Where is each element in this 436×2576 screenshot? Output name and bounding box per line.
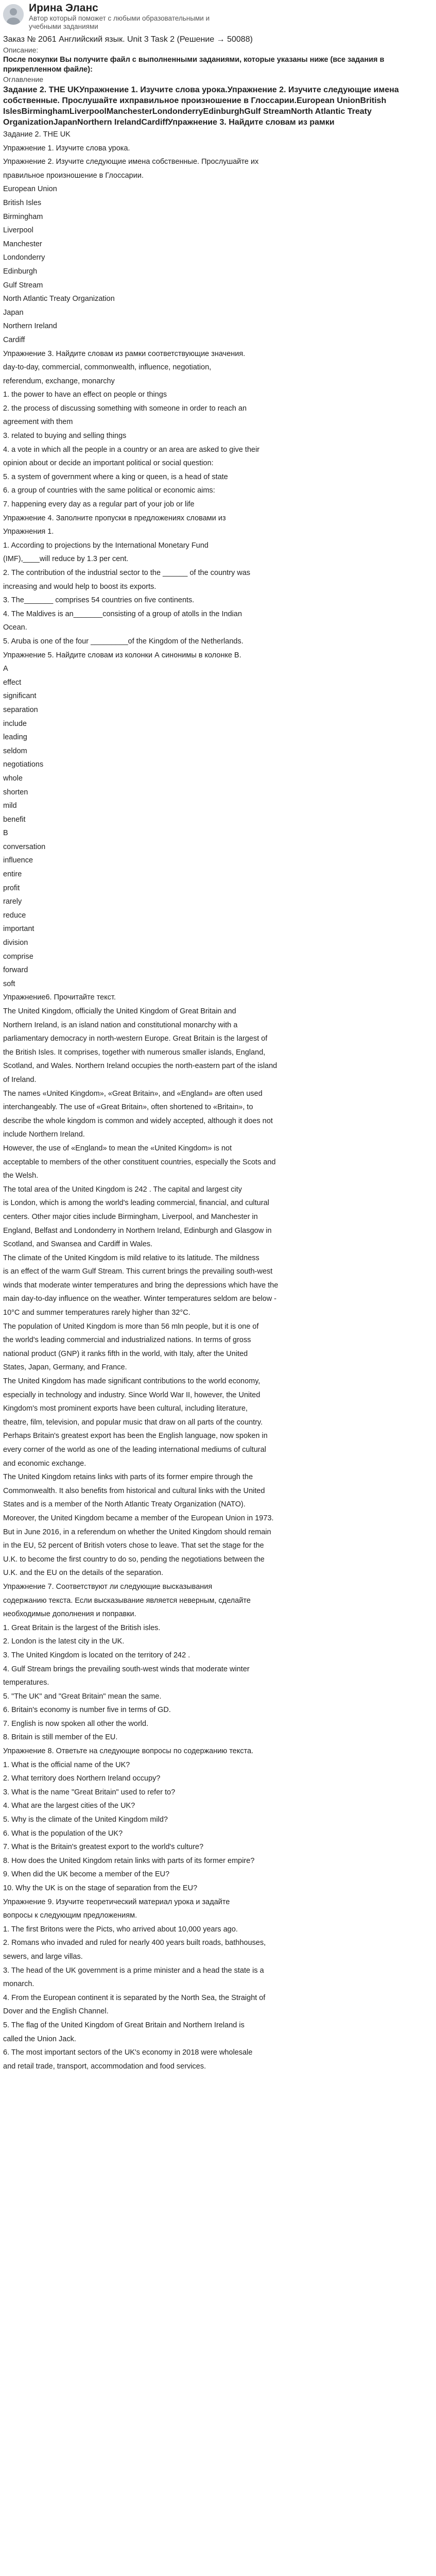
content-line: правильное произношение в Глоссарии. [3,171,144,180]
content-line: 2. The contribution of the industrial sector to the ______ of the country was [3,569,251,577]
content-line: Japan [3,308,24,317]
content-line: 9. When did the UK become a member of the EU? [3,1870,170,1879]
author-info [29,3,214,31]
content-line: Commonwealth. It also benefits from historical and cultural links with the United [3,1486,265,1495]
content-line: is London, which is among the world's leading commercial, financial, and cultural [3,1199,269,1208]
content-line: rarely [3,897,22,906]
content-line: theatre, film, television, and popular music that draw on all parts of the country. [3,1418,263,1427]
content-line: reduce [3,911,26,920]
content-line: monarch. [3,1980,34,1989]
content-line: national product (GNP) it ranks fifth in the world, with Italy, after the United [3,1349,248,1358]
content-line: and economic exchange. [3,1459,86,1468]
content-line: and retail trade, transport, accommodation and food services. [3,2062,206,2071]
content-line: U.K. to become the first country to do so, pending the negotiations between the [3,1555,265,1564]
content-line: profit [3,884,20,892]
content-line: 7. happening every day as a regular part of your job or life [3,500,195,509]
content-line: called the Union Jack. [3,2035,76,2043]
content-line: Scotland, and Wales. Northern Ireland occupies the north-eastern part of the island [3,1062,277,1071]
content-line: acceptable to members of the other constituent countries, especially the Scots and [3,1158,276,1166]
content-line: European Union [3,185,57,194]
content-line: необходимые дополнения и поправки. [3,1610,136,1619]
content-line: Birmingham [3,212,43,221]
user-icon [3,4,24,25]
content-line: the Welsh. [3,1172,39,1180]
content-line: The United Kingdom, officially the United Kingdom of Great Britain and [3,1007,236,1015]
content-line: 10°C and summer temperatures rarely higher than 32°C. [3,1309,190,1317]
content-line: 6. What is the population of the UK? [3,1829,123,1838]
content-line: in the EU, 52 percent of British voters chose to leave. That set the stage for the [3,1541,264,1550]
content-line: sewers, and large villas. [3,1952,83,1961]
content-line: 5. The flag of the United Kingdom of Great Britain and Northern Ireland is [3,2021,245,2029]
content-line: Northern Ireland, is an island nation and constitutional monarchy with a [3,1021,238,1029]
content-line: Упражнение 9. Изучите теоретический материал урока и задайте [3,1897,230,1906]
content-line: describe the whole kingdom is common and widely accepted, although it does not [3,1116,273,1125]
content-line: Edinburgh [3,267,38,276]
content-line: 5. "The UK" and "Great Britain" mean the same. [3,1692,162,1701]
content-line: The United Kingdom has made significant contributions to the world economy, [3,1377,260,1386]
content-line: especially in technology and industry. Since World War II, however, the United [3,1391,260,1399]
content-line: Задание 2. THE UK [3,130,71,139]
content-line: temperatures. [3,1679,49,1687]
author-avatar[interactable] [3,4,24,25]
content-line: The United Kingdom retains links with parts of its former empire through the [3,1473,253,1482]
content-line: Упражнение 1. Изучите слова урока. [3,144,130,152]
content-line: However, the use of «England» to mean the «United Kingdom» is not [3,1144,232,1153]
order-page [0,34,436,2073]
content-line: important [3,925,34,934]
content-line: Ocean. [3,623,27,632]
content-line: opinion about or decide an important political or social question: [3,459,214,468]
content-line: day-to-day, commercial, commonwealth, influence, negotiation, [3,363,212,372]
content-line: forward [3,966,28,975]
content-line: agreement with them [3,418,73,427]
content-line: Cardiff [3,335,25,344]
purchase-notice: После покупки Вы получите файл с выполненными заданиями, которые указаны ниже (все задания в прикрепленном файле): [3,56,385,74]
content-line: Dover and the English Channel. [3,2007,109,2016]
content-line: seldom [3,747,27,755]
content-line: leading [3,733,27,742]
content-line: Упражнение 2. Изучите следующие имена собственные. Прослушайте их [3,158,259,166]
content-line: 3. What is the name "Great Britain" used to refer to? [3,1788,176,1797]
content-line: benefit [3,815,26,824]
content-line: вопросы к следующим предложениям. [3,1911,137,1920]
content-line: 4. From the European continent it is separated by the North Sea, the Straight of [3,1993,266,2002]
content-line: division [3,939,28,947]
order-title: Заказ № 2061 Английский язык. Unit 3 Task 2 (Решение → 50088) [3,35,253,44]
content-line: 7. What is the Britain's greatest export to the world's culture? [3,1843,204,1852]
content-line: referendum, exchange, monarchy [3,377,115,385]
content-line: A [3,665,8,673]
content-line: Scotland, and Swansea and Cardiff in Wales. [3,1240,153,1249]
content-line: the world's leading commercial and industrialized nations. In terms of gross [3,1336,251,1345]
content-line: The names «United Kingdom», «Great Britain», and «England» are often used [3,1089,263,1098]
content-line: significant [3,692,37,701]
content-line: 1. What is the official name of the UK? [3,1760,130,1769]
content-line: But in June 2016, in a referendum on whether the United Kingdom should remain [3,1528,271,1536]
content-line: entire [3,870,22,879]
content-line: main day-to-day influence on the weather. Winter temperatures seldom are below - [3,1295,277,1303]
author-header [0,0,436,31]
content-line: The population of United Kingdom is more than 56 mln people, but it is one of [3,1322,259,1331]
content-line: whole [3,774,23,783]
content-line: Londonderry [3,253,45,262]
content-line: Упражнение 3. Найдите словам из рамки соответствующие значения. [3,349,246,358]
content-line: States and is a member of the North Atlantic Treaty Organization (NATO). [3,1500,246,1509]
content-line: 4. Gulf Stream brings the prevailing south-west winds that moderate winter [3,1665,250,1673]
content-line: parliamentary democracy in north-western Europe. Great Britain is the largest of [3,1035,268,1043]
content-line: 5. a system of government where a king or queen, is a head of state [3,472,228,481]
content-line: centers. Other major cities include Birmingham, Liverpool, and Manchester in [3,1212,258,1221]
content-line: Gulf Stream [3,281,43,290]
content-line: Упражнение 7. Соответствуют ли следующие высказывания [3,1582,213,1591]
content-line: 5. Why is the climate of the United Kingdom mild? [3,1816,168,1824]
content-line: 3. related to buying and selling things [3,432,127,440]
content-line: negotiations [3,760,44,769]
content-line: Kingdom's most prominent exports have been cultural, including literature, [3,1404,248,1413]
toc-label: Оглавление [3,75,44,83]
content-line: 7. English is now spoken all other the world. [3,1719,149,1728]
content-line: 8. How does the United Kingdom retain links with parts of its former empire? [3,1856,255,1865]
content-line: The total area of the United Kingdom is 242 . The capital and largest city [3,1185,242,1194]
content-line: 1. Great Britain is the largest of the British isles. [3,1623,161,1632]
content-line: Упражнение 4. Заполните пропуски в предложениях словами из [3,514,226,522]
content-line: shorten [3,788,28,796]
content-line: States, Japan, Germany, and France. [3,1363,127,1372]
content-line: 8. Britain is still member of the EU. [3,1733,118,1742]
content-line: 1. The first Britons were the Picts, who arrived about 10,000 years ago. [3,1925,238,1934]
content-line: 2. London is the latest city in the UK. [3,1637,125,1646]
content-line: increasing and would help to boost its exports. [3,582,156,591]
content-line: mild [3,802,17,810]
content-line: North Atlantic Treaty Organization [3,295,115,303]
content-line: England, Belfast and Londonderry in Northern Ireland, Edinburgh and Glasgow in [3,1226,272,1235]
content-line: B [3,829,8,838]
content-line: 2. What territory does Northern Ireland occupy? [3,1774,161,1783]
content-line: 3. The United Kingdom is located on the territory of 242 . [3,1651,190,1659]
author-name[interactable]: Ирина Эланс [29,2,98,14]
content-line: Moreover, the United Kingdom became a member of the European Union in 1973. [3,1514,274,1522]
content-line: 3. The_______ comprises 54 countries on five continents. [3,596,195,605]
content-line: interchangeably. The use of «Great Britain», often shortened to «Britain», to [3,1103,253,1112]
content-line: 2. the process of discussing something with someone in order to reach an [3,404,247,413]
content-line: 4. The Maldives is an_______consisting of a group of atolls in the Indian [3,609,242,618]
content-line: include [3,719,27,728]
content-line: 2. Romans who invaded and ruled for nearly 400 years built roads, bathhouses, [3,1939,266,1947]
content-line: 6. Britain's economy is number five in terms of GD. [3,1706,171,1715]
author-description: Автор который поможет с любыми образовательными и учебными заданиями [29,14,210,30]
content-line: Упражнение 5. Найдите словам из колонки А синонимы в колонке В. [3,651,241,659]
content-line: separation [3,705,38,714]
content-line: 3. The head of the UK government is a prime minister and a head the state is a [3,1966,264,1975]
content-line: 4. a vote in which all the people in a country or an area are asked to give their [3,445,260,454]
content-line: (IMF),____will reduce by 1.3 per cent. [3,555,129,564]
content-line: British Isles [3,198,42,207]
content-line: The climate of the United Kingdom is mild relative to its latitude. The mildness [3,1253,259,1262]
content-line: comprise [3,952,33,961]
content-line: is an effect of the warm Gulf Stream. This current brings the prevailing south-west [3,1267,273,1276]
content-line: influence [3,856,33,865]
content-line: содержанию текста. Если высказывание является неверным, сделайте [3,1596,251,1605]
content-line: winds that moderate winter temperatures and bring the depressions which have the [3,1281,278,1290]
content-line: Perhaps Britain's greatest export has been the English language, now spoken in [3,1432,268,1440]
content-line: Manchester [3,240,42,248]
content-line: every corner of the world as one of the leading international mediums of cultural [3,1446,267,1454]
content-line: effect [3,678,22,687]
content-line: Упражнение 8. Ответьте на следующие вопросы по содержанию текста. [3,1747,254,1756]
content-line: Упражнение6. Прочитайте текст. [3,993,116,1002]
content-line: the British Isles. It comprises, together with numerous smaller islands, England, [3,1048,266,1057]
description-label: Описание: [3,46,39,54]
toc-title: Задание 2. THE UKУпражнение 1. Изучите слова урока.Упражнение 2. Изучите следующие имена собственные. Прослушайте ихправильное произношение в Глоссарии.European UnionBritish IslesBirminghamLiverpoolManchesterLondonderryEdinburghGulf StreamNorth Atlantic Treaty OrganizationJapanNorthern IrelandCardiffУпражнение 3. Найдите словам из рамки [3,86,399,127]
content-line: include Northern Ireland. [3,1130,85,1139]
content-line: 5. Aruba is one of the four _________of the Kingdom of the Netherlands. [3,637,243,646]
content-line: 1. According to projections by the International Monetary Fund [3,541,208,550]
content-line: Liverpool [3,226,33,235]
content-line: 4. What are the largest cities of the UK? [3,1802,135,1810]
content-line: U.K. and the EU on the details of the separation. [3,1569,164,1578]
content-line: Northern Ireland [3,322,57,331]
content-line: Упражнения 1. [3,528,54,536]
content-line: 1. the power to have an effect on people or things [3,391,167,399]
content-line: 6. a group of countries with the same political or economic aims: [3,486,215,495]
content-line: of Ireland. [3,1075,37,1084]
content-line: 10. Why the UK is on the stage of separation from the EU? [3,1884,198,1892]
task-content [3,128,433,2073]
content-line: 6. The most important sectors of the UK's economy in 2018 were wholesale [3,2048,253,2057]
content-line: conversation [3,842,46,851]
content-line: soft [3,979,15,988]
